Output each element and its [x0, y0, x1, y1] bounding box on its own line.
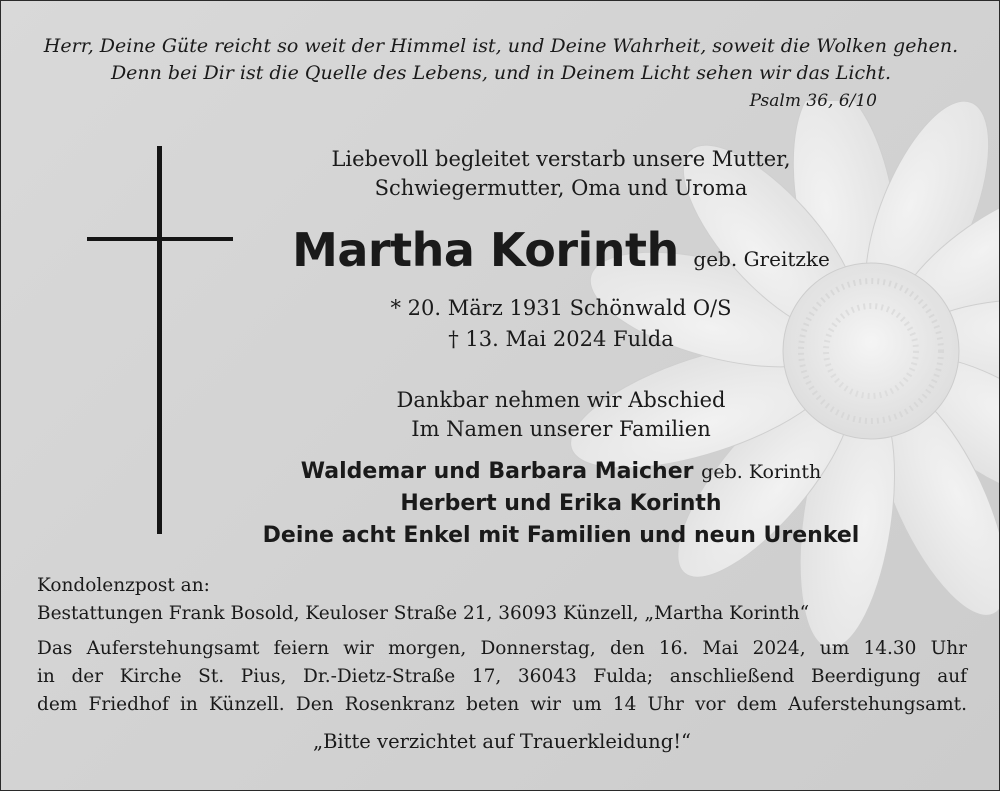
- service-line-1: Das Auferstehungsamt feiern wir morgen, Donnerstag, den 16. Mai 2024, um 14.30 Uhr: [37, 638, 967, 659]
- bible-verse-line-1: Herr, Deine Güte reicht so weit der Himmel ist, und Deine Wahrheit, soweit die Wolken gehen.: [43, 35, 959, 57]
- farewell-line-1: Dankbar nehmen wir Abschied: [396, 388, 726, 412]
- family-line-1: [201, 456, 921, 488]
- death-date: † 13. Mai 2024 Fulda: [448, 327, 674, 351]
- mourning-families: [201, 456, 921, 552]
- service-line-2: in der Kirche St. Pius, Dr.-Dietz-Straße 17, 36043 Fulda; anschließend Beerdigung auf: [37, 666, 967, 687]
- service-details: [37, 572, 967, 756]
- life-dates: [201, 293, 921, 355]
- family-line-3: Deine acht Enkel mit Familien und neun Urenkel: [262, 523, 860, 548]
- condolence-address: Bestattungen Frank Bosold, Keuloser Straße 21, 36093 Künzell, „Martha Korinth“: [37, 603, 810, 624]
- farewell-line-2: Im Namen unserer Familien: [411, 417, 711, 441]
- intro-text: [201, 145, 921, 203]
- bible-verse-line-2: Denn bei Dir ist die Quelle des Lebens, und in Deinem Licht sehen wir das Licht.: [110, 62, 892, 84]
- farewell-text: [201, 386, 921, 444]
- family-1-birth-name: geb. Korinth: [701, 461, 822, 483]
- family-1-name: Waldemar und Barbara Maicher: [300, 459, 694, 484]
- deceased-birth-name: geb. Greitzke: [693, 247, 830, 271]
- bible-verse: [1, 33, 1000, 115]
- deceased-name-row: [201, 223, 921, 286]
- service-line-3: dem Friedhof in Künzell. Den Rosenkranz beten wir um 14 Uhr vor dem Auferstehungsamt.: [37, 694, 967, 715]
- intro-line-2: Schwiegermutter, Oma und Uroma: [374, 176, 748, 200]
- service-paragraph: [37, 635, 967, 719]
- condolence-label: Kondolenzpost an:: [37, 575, 210, 596]
- birth-date: * 20. März 1931 Schönwald O/S: [390, 296, 732, 320]
- bible-reference: Psalm 36, 6/10: [749, 91, 877, 111]
- dress-code-request: „Bitte verzichtet auf Trauerkleidung!“: [312, 730, 692, 753]
- intro-line-1: Liebevoll begleitet verstarb unsere Mutter,: [331, 147, 791, 171]
- deceased-name: Martha Korinth: [292, 223, 679, 277]
- family-line-2: Herbert und Erika Korinth: [400, 491, 722, 516]
